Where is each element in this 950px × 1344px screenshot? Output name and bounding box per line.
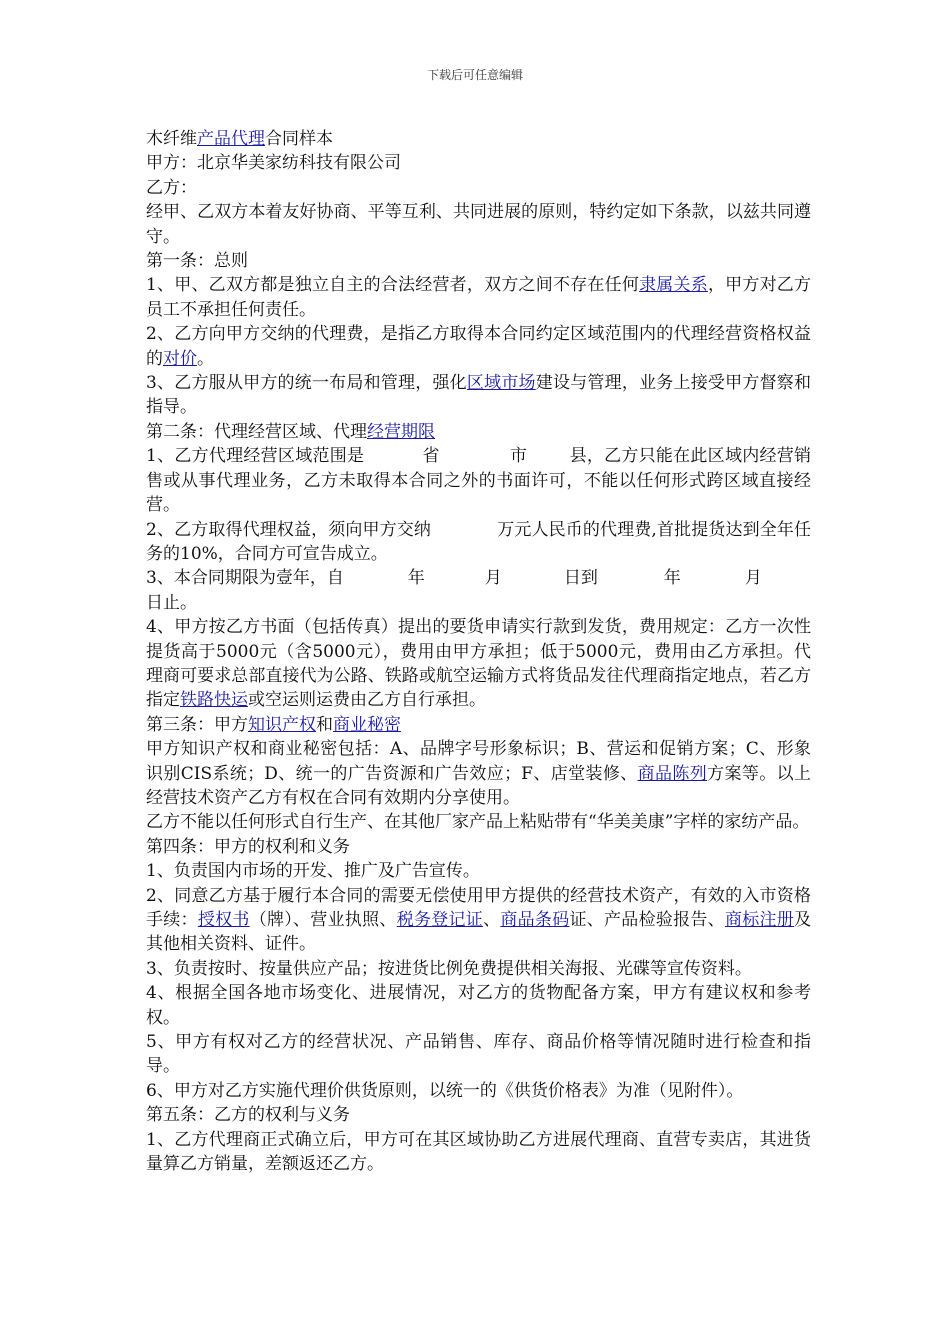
article-2-clause-2: [146, 518, 811, 567]
blank-label-year: 年: [663, 568, 681, 589]
clause-text: 或空运则运费由乙方自行承担。: [248, 690, 486, 711]
link-authorization-letter[interactable]: 授权书: [197, 910, 250, 930]
clause-text: 3、本合同期限为壹年，自: [146, 568, 344, 589]
article-5-heading: 第五条：乙方的权利与义务: [146, 1105, 350, 1126]
article-2-clause-3: [146, 566, 811, 615]
article-2-clause-4: [146, 615, 811, 713]
link-barcode[interactable]: 商品条码: [500, 910, 570, 930]
clause-text: （牌）、营业执照、: [249, 910, 397, 930]
blank-label-month: 月: [484, 568, 502, 589]
link-merchandise-display[interactable]: 商品陈列: [637, 763, 708, 784]
contract-body: [146, 127, 811, 1176]
article-3-clause-2: 乙方不能以任何形式自行生产、在其他厂家产品上粘贴带有“华美美康”字样的家纺产品。: [146, 812, 810, 833]
clause-text: 2、乙方向甲方交纳的代理费，是指乙方取得本合同约定区域范围内的代理经营资格权益的: [146, 324, 811, 369]
clause-text: 日止。: [146, 592, 197, 613]
article-4-clause-3: 3、负责按时、按量供应产品；按进货比例免费提供相关海报、光碟等宣传资料。: [146, 958, 752, 979]
clause-text: 及其他相关资料、证件。: [146, 910, 812, 955]
clause-text: 县，乙方只能在此区域内经营销售或从事代理业务，乙方未取得本合同之外的书面许可，不能以任何形式跨区域直接经营。: [146, 446, 812, 516]
article-3-heading: [146, 713, 811, 737]
clause-text: 。: [197, 348, 214, 369]
article-4-clause-6: 6、甲方对乙方实施代理价供货原则，以统一的《供货价格表》为准（见附件）。: [146, 1080, 744, 1101]
clause-text: ，甲方对乙方员工不承担任何责任。: [146, 275, 812, 320]
party-a: 甲方：北京华美家纺科技有限公司: [146, 153, 401, 174]
clause-text: 建设与管理，业务上接受甲方督察和指导。: [146, 373, 812, 418]
article-4-clause-5: 5、甲方有权对乙方的经营状况、产品销售、库存、商品价格等情况随时进行检查和指导。: [146, 1032, 811, 1077]
article-3-clause-1: [146, 737, 811, 810]
article-2-heading: [146, 420, 811, 444]
blank-label-province: 省: [422, 446, 440, 467]
link-operating-period[interactable]: 经营期限: [367, 421, 435, 442]
article-4-clause-4: 4、根据全国各地市场变化、进展情况，对乙方的货物配备方案，甲方有建议权和参考权。: [146, 983, 811, 1028]
clause-text: 方案等。以上经营技术资产乙方有权在合同有效期内分享使用。: [146, 763, 812, 808]
title-text: 木纤维: [146, 129, 197, 149]
link-affiliation[interactable]: 隶属关系: [639, 275, 708, 296]
blank-label-day-to: 日到: [563, 568, 598, 589]
article-5-clause-1: 1、乙方代理商正式确立后，甲方可在其区域协助乙方进展代理商、直营专卖店，其进货量算乙方销量，差额返还乙方。: [146, 1129, 811, 1175]
link-regional-market[interactable]: 区域市场: [466, 373, 536, 394]
article-1-clause-1: [146, 273, 811, 322]
article-2-clause-1: [146, 444, 811, 517]
header-note: 下载后可任意编辑: [426, 68, 523, 82]
heading-text: 和: [316, 714, 333, 735]
clause-text: 万元人民币的代理费,首批提货达到全年任务的10%，合同方可宣告成立。: [146, 519, 811, 564]
blank-label-month: 月: [744, 568, 762, 589]
clause-text: 1、甲、乙双方都是独立自主的合法经营者，双方之间不存在任何: [146, 275, 640, 296]
article-4-clause-1: 1、负责国内市场的开发、推广及广告宣传。: [146, 861, 480, 882]
link-intellectual-property[interactable]: 知识产权: [248, 714, 316, 735]
article-1-clause-3: [146, 371, 811, 420]
link-product-agency[interactable]: 产品代理: [197, 129, 265, 149]
link-rail-express[interactable]: 铁路快运: [180, 690, 248, 711]
heading-text: 第三条：甲方: [146, 714, 248, 735]
blank-label-year: 年: [407, 568, 425, 589]
title-text-end: 合同样本: [265, 129, 333, 149]
clause-text: 证、产品检验报告、: [569, 910, 725, 930]
link-tax-registration[interactable]: 税务登记证: [396, 910, 484, 930]
heading-text: 第二条：代理经营区域、代理: [146, 421, 367, 442]
link-trademark-registration[interactable]: 商标注册: [724, 910, 795, 930]
clause-text: 2、同意乙方基于履行本合同的需要无偿使用甲方提供的经营技术资产，有效的入市资格手续：: [146, 885, 811, 930]
clause-text: 甲方知识产权和商业秘密包括：A、品牌字号形象标识；B、营运和促销方案；C、形象识别CIS系统；D、统一的广告资源和广告效应；F、店堂装修、: [146, 739, 811, 784]
clause-text: 4、甲方按乙方书面（包括传真）提出的要货申请实行款到发货，费用规定：乙方一次性提货高于5000元（含5000元），费用由甲方承担；低于5000元，费用由乙方承担。代理商可要求总部直接代为公路、铁路或航空运输方式将货品发往代理商指定地点，若乙方指定: [146, 617, 811, 711]
article-1-clause-2: [146, 322, 811, 371]
article-4-clause-2: [146, 884, 811, 957]
clause-text: 1、乙方代理经营区域范围是: [146, 446, 365, 467]
clause-text: 2、乙方取得代理权益，须向甲方交纳: [146, 519, 432, 540]
blank-label-city: 市: [509, 446, 528, 467]
article-4-heading: 第四条：甲方的权利和义务: [146, 836, 350, 857]
doc-title: [146, 127, 811, 151]
intro-paragraph: 经甲、乙双方本着友好协商、平等互利、共同进展的原则，特约定如下条款，以兹共同遵守。: [146, 202, 811, 247]
clause-text: 3、乙方服从甲方的统一布局和管理，强化: [146, 373, 467, 394]
party-b: 乙方：: [146, 177, 197, 198]
clause-text: 、: [483, 910, 501, 930]
article-1-heading: 第一条：总则: [146, 251, 248, 272]
link-consideration[interactable]: 对价: [163, 348, 197, 369]
link-trade-secret[interactable]: 商业秘密: [333, 714, 401, 735]
